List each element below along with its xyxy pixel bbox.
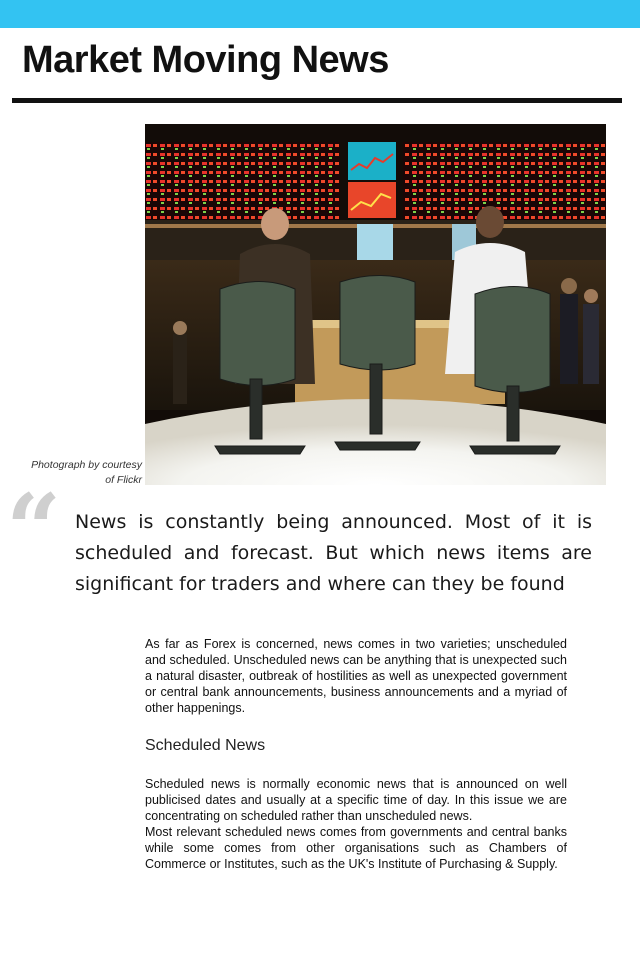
pull-quote: News is constantly being announced. Most of it is scheduled and forecast. But which news items are significant for traders and where can they be found bbox=[75, 511, 592, 595]
trading-floor-photo bbox=[145, 124, 606, 485]
photo-caption-line2: of Flickr bbox=[105, 474, 142, 486]
quotation-mark-icon: “ bbox=[6, 473, 62, 586]
article-intro-paragraph: As far as Forex is concerned, news comes in two varieties; unscheduled and scheduled. Unscheduled news can be anything that is unexpected such a natural disaster, outbreak of hostilities as well as unexpected government or central bank announcements, business announcements and a myriad of other happenings. bbox=[145, 637, 567, 715]
article-paragraph-1: Scheduled news is normally economic news that is announced on well publicised dates and usually at a specific time of day. In this issue we are concentrating on scheduled rather than unscheduled news. bbox=[145, 777, 567, 823]
article-paragraph-2: Most relevant scheduled news comes from governments and central banks while some comes from other organisations such as Chambers of Commerce or Institutes, such as the UK's Institute of Purchasing & Supply. bbox=[145, 825, 567, 871]
title-divider bbox=[12, 98, 622, 103]
photo-caption-line1: Photograph by courtesy bbox=[31, 459, 142, 471]
section-heading: Scheduled News bbox=[145, 737, 266, 754]
page-title: Market Moving News bbox=[22, 39, 389, 81]
article-body bbox=[145, 636, 567, 872]
top-banner-bar bbox=[0, 0, 640, 28]
